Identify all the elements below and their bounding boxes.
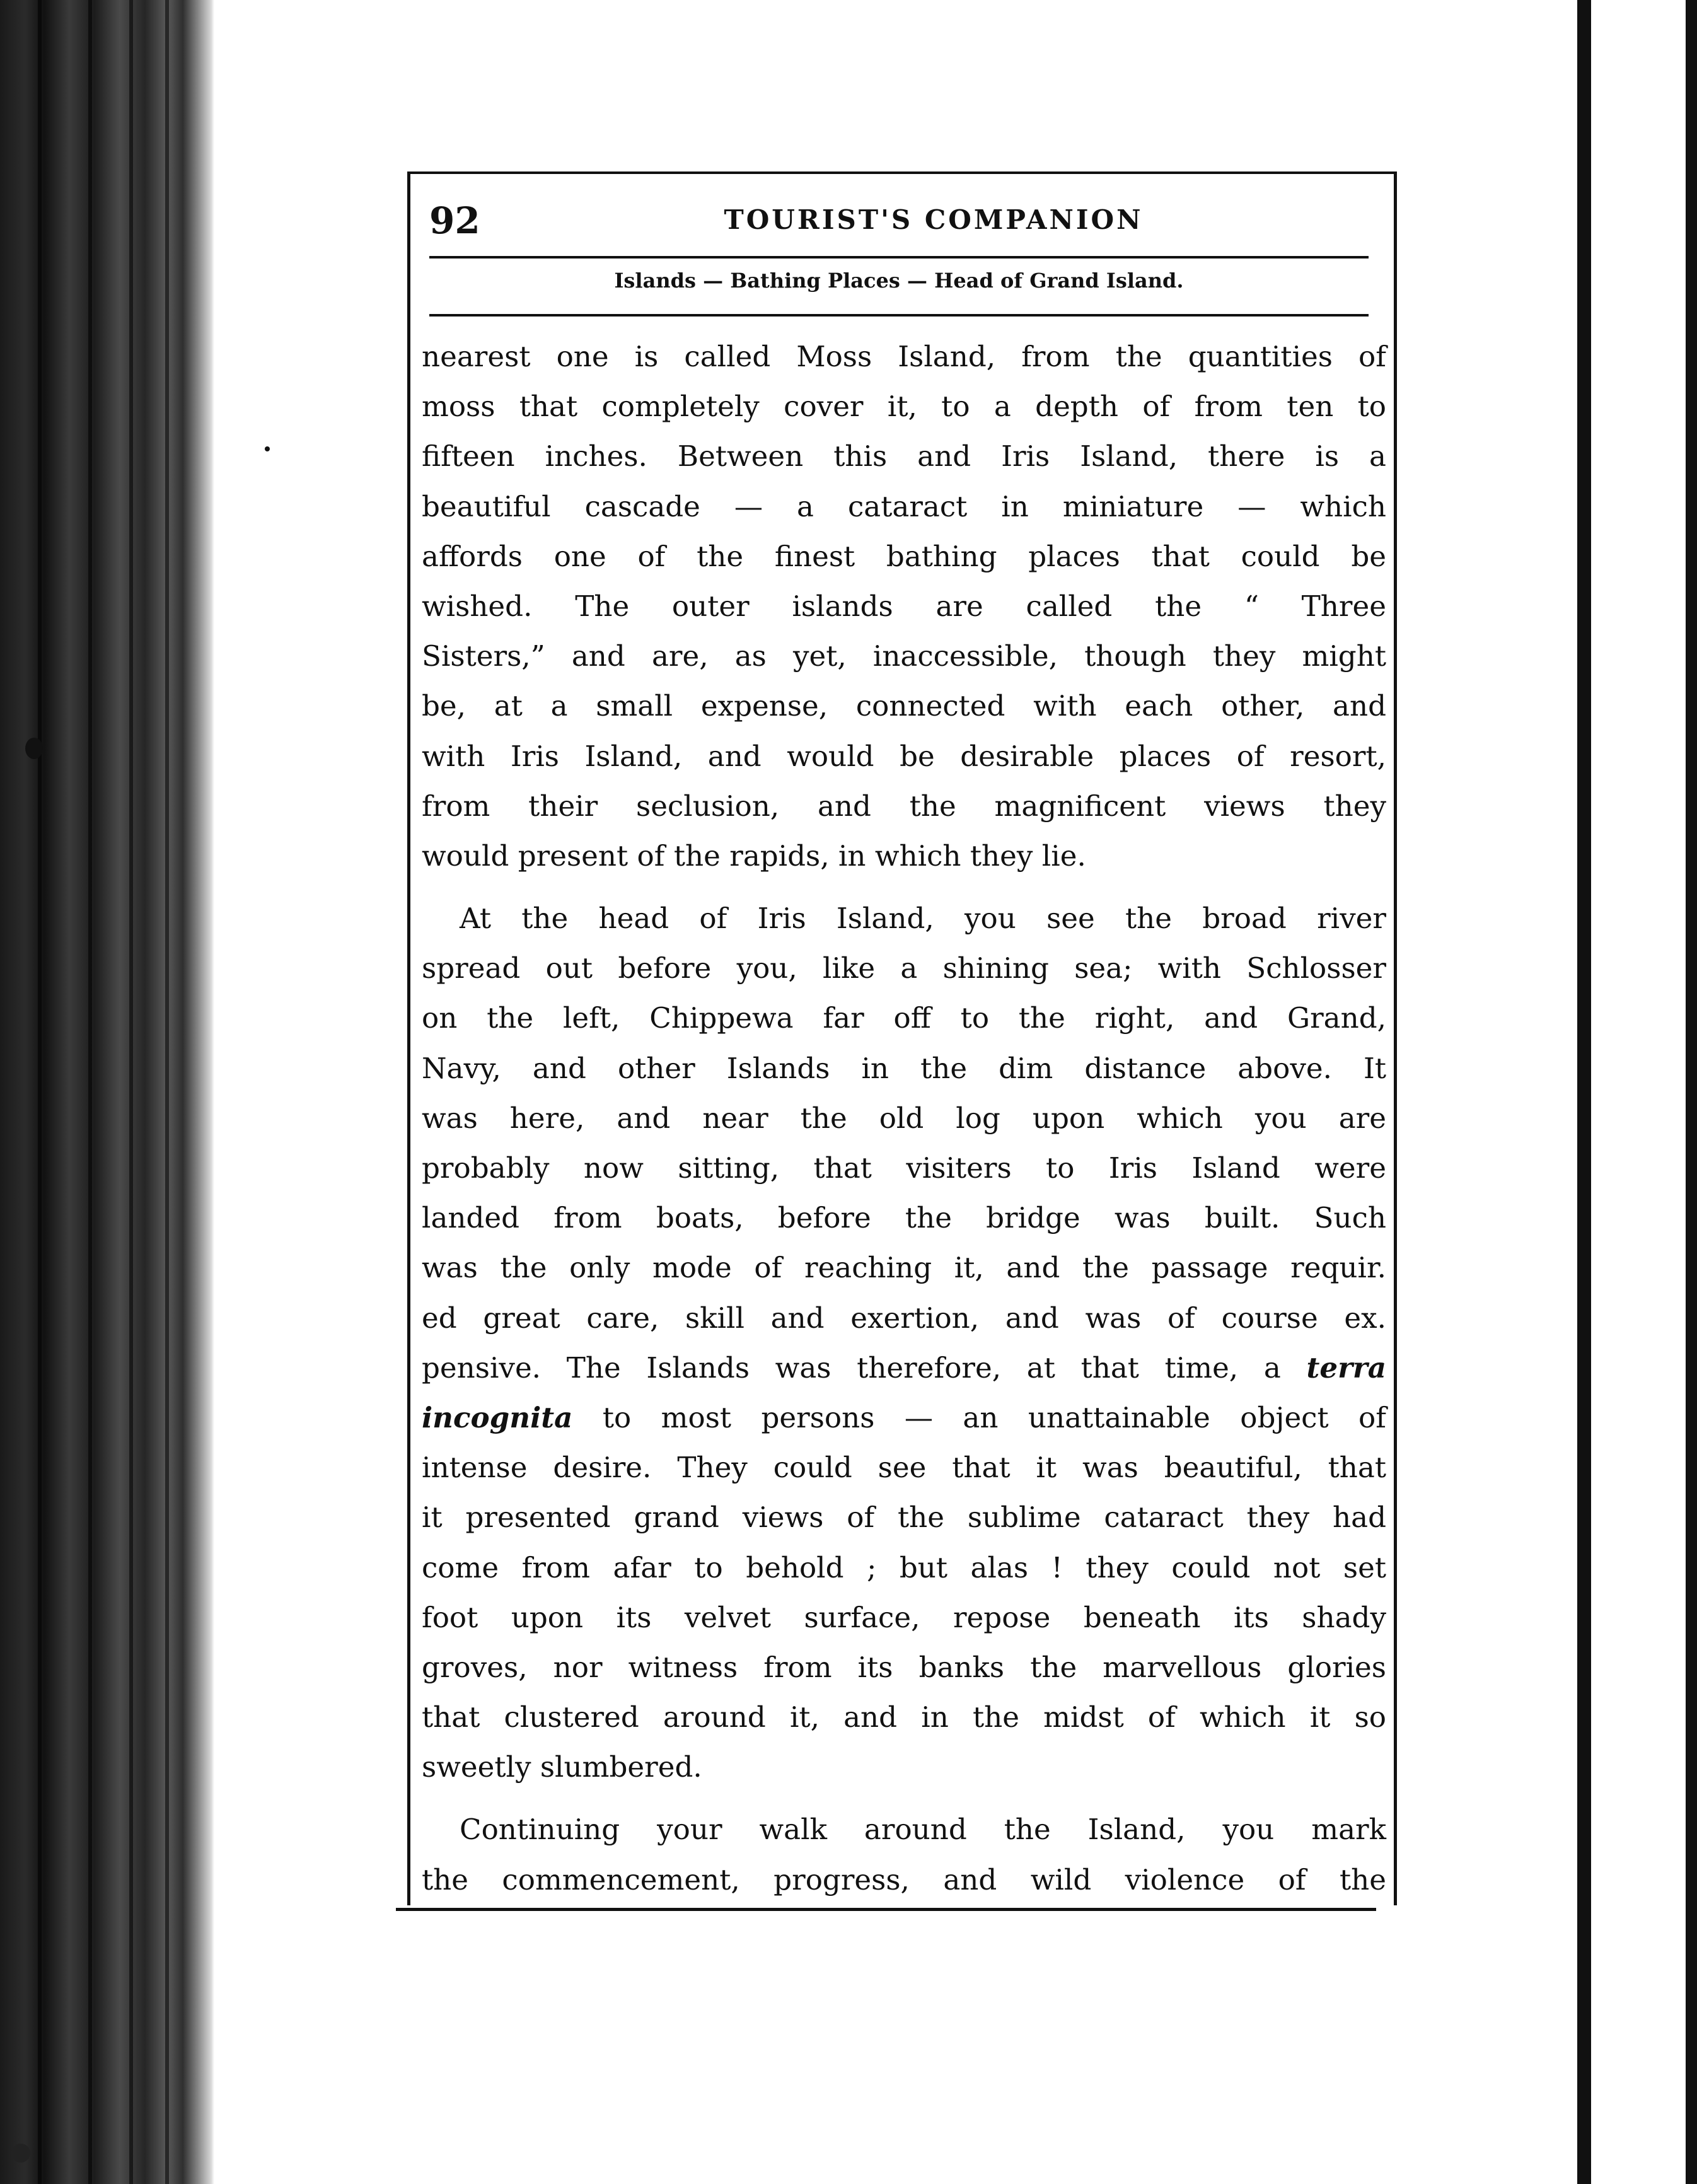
scan-blot [25,738,43,759]
scan-speck [265,446,270,451]
text-line: it presented grand views of the sublime cataract they had [422,1501,1386,1535]
gutter-line [88,0,92,2184]
paragraph-1 [422,332,1386,881]
header-rule-top [429,256,1369,258]
text-line: moss that completely cover it, to a depth of from ten to [422,390,1386,424]
right-edge-bar [1686,0,1697,2184]
gutter-line [165,0,169,2184]
paragraph-gap [422,881,1386,893]
text-line: fifteen inches. Between this and Iris Island, there is a [422,439,1386,473]
paragraph-gap [422,1792,1386,1804]
right-page-edge [1577,0,1697,2184]
italic-term: incognita [422,1400,573,1434]
text-line: be, at a small expense, connected with each other, and [422,689,1386,723]
text-line: probably now sitting, that visiters to Iris Island were [422,1151,1386,1185]
text-line-with-italic [422,1343,1386,1393]
text-line: ed great care, skill and exertion, and was of course ex. [422,1301,1386,1335]
section-subheading: Islands — Bathing Places — Head of Grand Island. [614,269,1184,293]
text-line-with-italic [422,1393,1386,1443]
gutter-line [129,0,133,2184]
header-rule-bottom [429,314,1369,317]
paragraph-3 [422,1804,1386,1904]
text-line: was the only mode of reaching it, and the passage requir. [422,1251,1386,1285]
right-edge-bar [1577,0,1591,2184]
text-line: beautiful cascade — a cataract in miniature — which [422,489,1386,523]
text-line: with Iris Island, and would be desirable places of resort, [422,739,1386,773]
text-line: the commencement, progress, and wild violence of the [422,1862,1386,1896]
running-title: TOURIST'S COMPANION [724,204,1144,235]
italic-term: terra [1306,1350,1386,1385]
text-line: At the head of Iris Island, you see the broad river [460,902,1386,936]
text-line: intense desire. They could see that it was beautiful, that [422,1451,1386,1485]
body-text [422,332,1386,1905]
page-number: 92 [429,199,480,242]
paragraph-2 [422,893,1386,1792]
text-line: from their seclusion, and the magnificent views they [422,789,1386,823]
gutter-line [38,0,42,2184]
page-frame [407,171,1397,1905]
text-line: nearest one is called Moss Island, from the quantities of [422,340,1386,373]
page-header [429,199,1369,250]
text-line: spread out before you, like a shining sea; with Schlosser [422,951,1386,985]
text-line: Continuing your walk around the Island, you mark [460,1813,1386,1847]
page-bottom-rule [396,1908,1376,1911]
text-segment: to most persons — an unattainable object of [602,1400,1386,1434]
text-line: was here, and near the old log upon which you are [422,1101,1386,1135]
text-line: affords one of the finest bathing places that could be [422,539,1386,573]
text-line: wished. The outer islands are called the “ Three [422,589,1386,623]
text-line: Navy, and other Islands in the dim distance above. It [422,1051,1386,1085]
text-line: foot upon its velvet surface, repose beneath its shady [422,1600,1386,1634]
text-line: would present of the rapids, in which they lie. [422,839,1086,873]
text-line: on the left, Chippewa far off to the right, and Grand, [422,1001,1386,1035]
text-line: come from afar to behold ; but alas ! they could not set [422,1550,1386,1584]
book-gutter [0,0,214,2184]
scan-blot [11,2144,30,2163]
text-segment: pensive. The Islands was therefore, at that time, a [422,1350,1281,1385]
text-line: that clustered around it, and in the midst of which it so [422,1700,1386,1734]
text-line: sweetly slumbered. [422,1750,702,1784]
text-line: landed from boats, before the bridge was built. Such [422,1201,1386,1235]
text-line: Sisters,” and are, as yet, inaccessible, though they might [422,639,1386,673]
text-line: groves, nor witness from its banks the marvellous glories [422,1650,1386,1684]
